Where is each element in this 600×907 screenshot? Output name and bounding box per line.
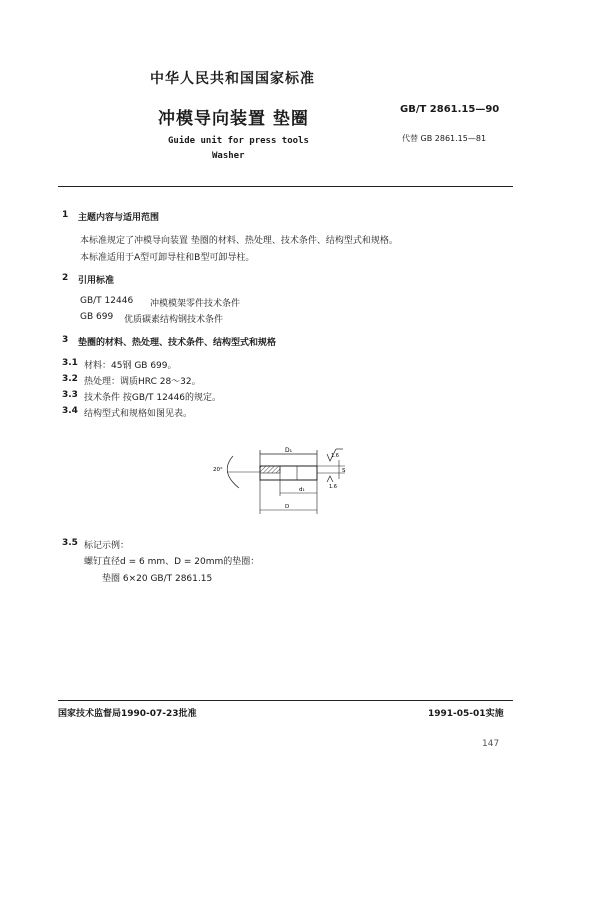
reference-2-code: GB 699 [80,312,114,322]
standard-org-header: 中华人民共和国国家标准 [150,71,315,87]
reference-1-name: 冲模模架零件技术条件 [150,299,241,309]
section-3-title: 垫圈的材料、热处理、技术条件、结构型式和规格 [78,338,277,348]
section-1-paragraph-1: 本标准规定了冲模导向装置 垫圈的材料、热处理、技术条件、结构型式和规格。 [80,236,398,246]
page-number: 147 [482,739,500,749]
reference-2-name: 优质碳素结构钢技术条件 [124,315,224,325]
item-3-1-text: 材料：45钢 GB 699。 [84,361,177,371]
item-3-1-number: 3.1 [62,358,78,368]
roughness-symbol-bottom [327,476,333,482]
roughness-value-bottom: 1.6 [329,484,337,490]
document-title-en-line1: Guide unit for press tools [168,136,309,146]
section-2-title: 引用标准 [78,276,115,286]
reference-1-code: GB/T 12446 [80,296,134,306]
angle-label: 20° [213,467,223,473]
dim-d1-label: d₁ [299,487,305,493]
marking-example-line-1: 螺钉直径d = 6 mm、D = 20mm的垫圈： [84,557,260,567]
section-3-number: 3 [62,335,69,345]
item-3-2-number: 3.2 [62,374,78,384]
section-1-paragraph-2: 本标准适用于A型可卸导柱和B型可卸导柱。 [80,253,255,263]
item-3-5-number: 3.5 [62,538,78,548]
marking-example-line-2: 垫圈 6×20 GB/T 2861.15 [102,574,213,584]
section-1-number: 1 [62,210,69,220]
approval-note: 国家技术监督局1990-07-23批准 [58,709,197,719]
item-3-4-text: 结构型式和规格如图见表。 [84,409,193,419]
item-3-3-text: 技术条件 按GB/T 12446的规定。 [84,393,222,403]
standard-code: GB/T 2861.15—90 [400,104,500,115]
section-1-title: 主题内容与适用范围 [78,213,160,223]
section-2-number: 2 [62,273,69,283]
washer-section-hatch [260,466,280,473]
replaces-standard: 代替 GB 2861.15—81 [402,134,487,143]
dim-D1-label: D₁ [285,447,293,454]
dim-D-label: D [285,504,290,510]
document-title-cn: 冲模导向装置 垫圈 [158,109,309,129]
item-3-4-number: 3.4 [62,406,78,416]
item-3-5-text: 标记示例： [84,541,130,551]
item-3-2-text: 热处理：调质HRC 28～32。 [84,377,201,387]
header-divider [58,186,513,187]
item-3-3-number: 3.3 [62,390,78,400]
effective-date: 1991-05-01实施 [428,709,504,719]
footer-divider [58,700,513,701]
washer-drawing [205,446,365,518]
document-title-en-line2: Washer [212,151,245,161]
dim-S-label: S [342,468,346,474]
roughness-value-top: 1.6 [331,453,339,459]
